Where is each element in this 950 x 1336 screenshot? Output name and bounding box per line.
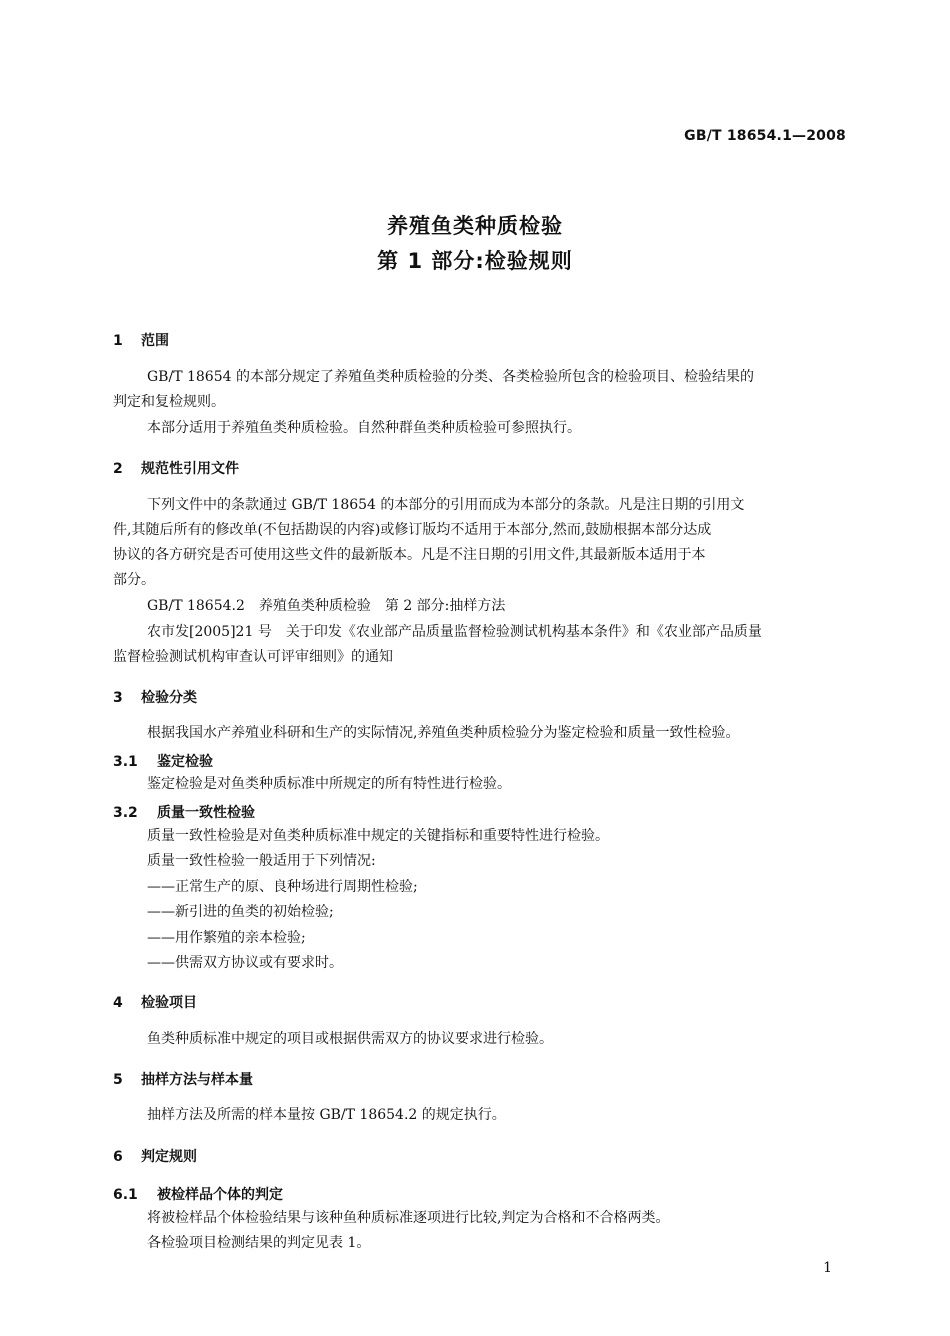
section-number: 3: [113, 690, 123, 706]
section-number: 5: [113, 1072, 123, 1088]
paragraph: 抽样方法及所需的样本量按 GB/T 18654.2 的规定执行。: [147, 1107, 506, 1123]
paragraph: 各检验项目检测结果的判定见表 1。: [147, 1235, 371, 1251]
section-number: 4: [113, 995, 123, 1011]
paragraph: 将被检样品个体检验结果与该种鱼种质标准逐项进行比较,判定为合格和不合格两类。: [147, 1210, 670, 1226]
section-title: 鉴定检验: [157, 754, 213, 770]
paragraph: 协议的各方研究是否可使用这些文件的最新版本。凡是不注日期的引用文件,其最新版本适用于本: [113, 547, 706, 563]
paragraph: 鱼类种质标准中规定的项目或根据供需双方的协议要求进行检验。: [147, 1031, 553, 1047]
section-number: 6.1: [113, 1187, 138, 1203]
section-number: 3.1: [113, 754, 138, 770]
list-item: ——新引进的鱼类的初始检验;: [147, 904, 334, 920]
paragraph: 本部分适用于养殖鱼类种质检验。自然种群鱼类种质检验可参照执行。: [147, 420, 581, 436]
section-number: 6: [113, 1149, 123, 1165]
document-title: 养殖鱼类种质检验: [387, 214, 563, 238]
reference-item: GB/T 18654.2 养殖鱼类种质检验 第 2 部分:抽样方法: [147, 598, 506, 614]
section-heading-3-2: [113, 802, 255, 822]
reference-item: 农市发[2005]21 号 关于印发《农业部产品质量监督检验测试机构基本条件》和《农业部产品质量: [147, 624, 762, 640]
document-subtitle: 第 1 部分:检验规则: [377, 249, 573, 273]
section-title: 检验分类: [141, 690, 197, 706]
paragraph: 下列文件中的条款通过 GB/T 18654 的本部分的引用而成为本部分的条款。凡是注日期的引用文: [147, 497, 745, 513]
section-heading-2: [113, 458, 239, 478]
standard-code: GB/T 18654.1—2008: [684, 128, 846, 144]
section-number: 2: [113, 461, 123, 477]
paragraph: 根据我国水产养殖业科研和生产的实际情况,养殖鱼类种质检验分为鉴定检验和质量一致性检验。: [147, 725, 740, 741]
section-title: 判定规则: [141, 1149, 197, 1165]
section-title: 质量一致性检验: [157, 805, 255, 821]
list-item: ——供需双方协议或有要求时。: [147, 955, 343, 971]
section-title: 被检样品个体的判定: [157, 1187, 283, 1203]
paragraph: 部分。: [113, 572, 155, 588]
section-heading-3: [113, 687, 197, 707]
section-heading-4: [113, 992, 197, 1012]
section-number: 3.2: [113, 805, 138, 821]
list-item: ——用作繁殖的亲本检验;: [147, 930, 306, 946]
section-title: 范围: [141, 333, 169, 349]
paragraph: 判定和复检规则。: [113, 394, 225, 410]
paragraph: 质量一致性检验一般适用于下列情况:: [147, 853, 376, 869]
list-item: ——正常生产的原、良种场进行周期性检验;: [147, 879, 418, 895]
section-heading-3-1: [113, 751, 213, 771]
page-number: 1: [823, 1260, 832, 1276]
paragraph: 件,其随后所有的修改单(不包括勘误的内容)或修订版均不适用于本部分,然而,鼓励根据本部分达成: [113, 522, 712, 538]
section-heading-5: [113, 1069, 253, 1089]
section-heading-6: [113, 1146, 197, 1166]
section-heading-6-1: [113, 1184, 283, 1204]
section-title: 抽样方法与样本量: [141, 1072, 253, 1088]
section-number: 1: [113, 333, 123, 349]
paragraph: 鉴定检验是对鱼类种质标准中所规定的所有特性进行检验。: [147, 776, 511, 792]
section-title: 检验项目: [141, 995, 197, 1011]
section-heading-1: [113, 330, 169, 350]
paragraph: GB/T 18654 的本部分规定了养殖鱼类种质检验的分类、各类检验所包含的检验项目、检验结果的: [147, 369, 754, 385]
reference-item: 监督检验测试机构审查认可评审细则》的通知: [113, 649, 393, 665]
section-title: 规范性引用文件: [141, 461, 239, 477]
paragraph: 质量一致性检验是对鱼类种质标准中规定的关键指标和重要特性进行检验。: [147, 828, 609, 844]
